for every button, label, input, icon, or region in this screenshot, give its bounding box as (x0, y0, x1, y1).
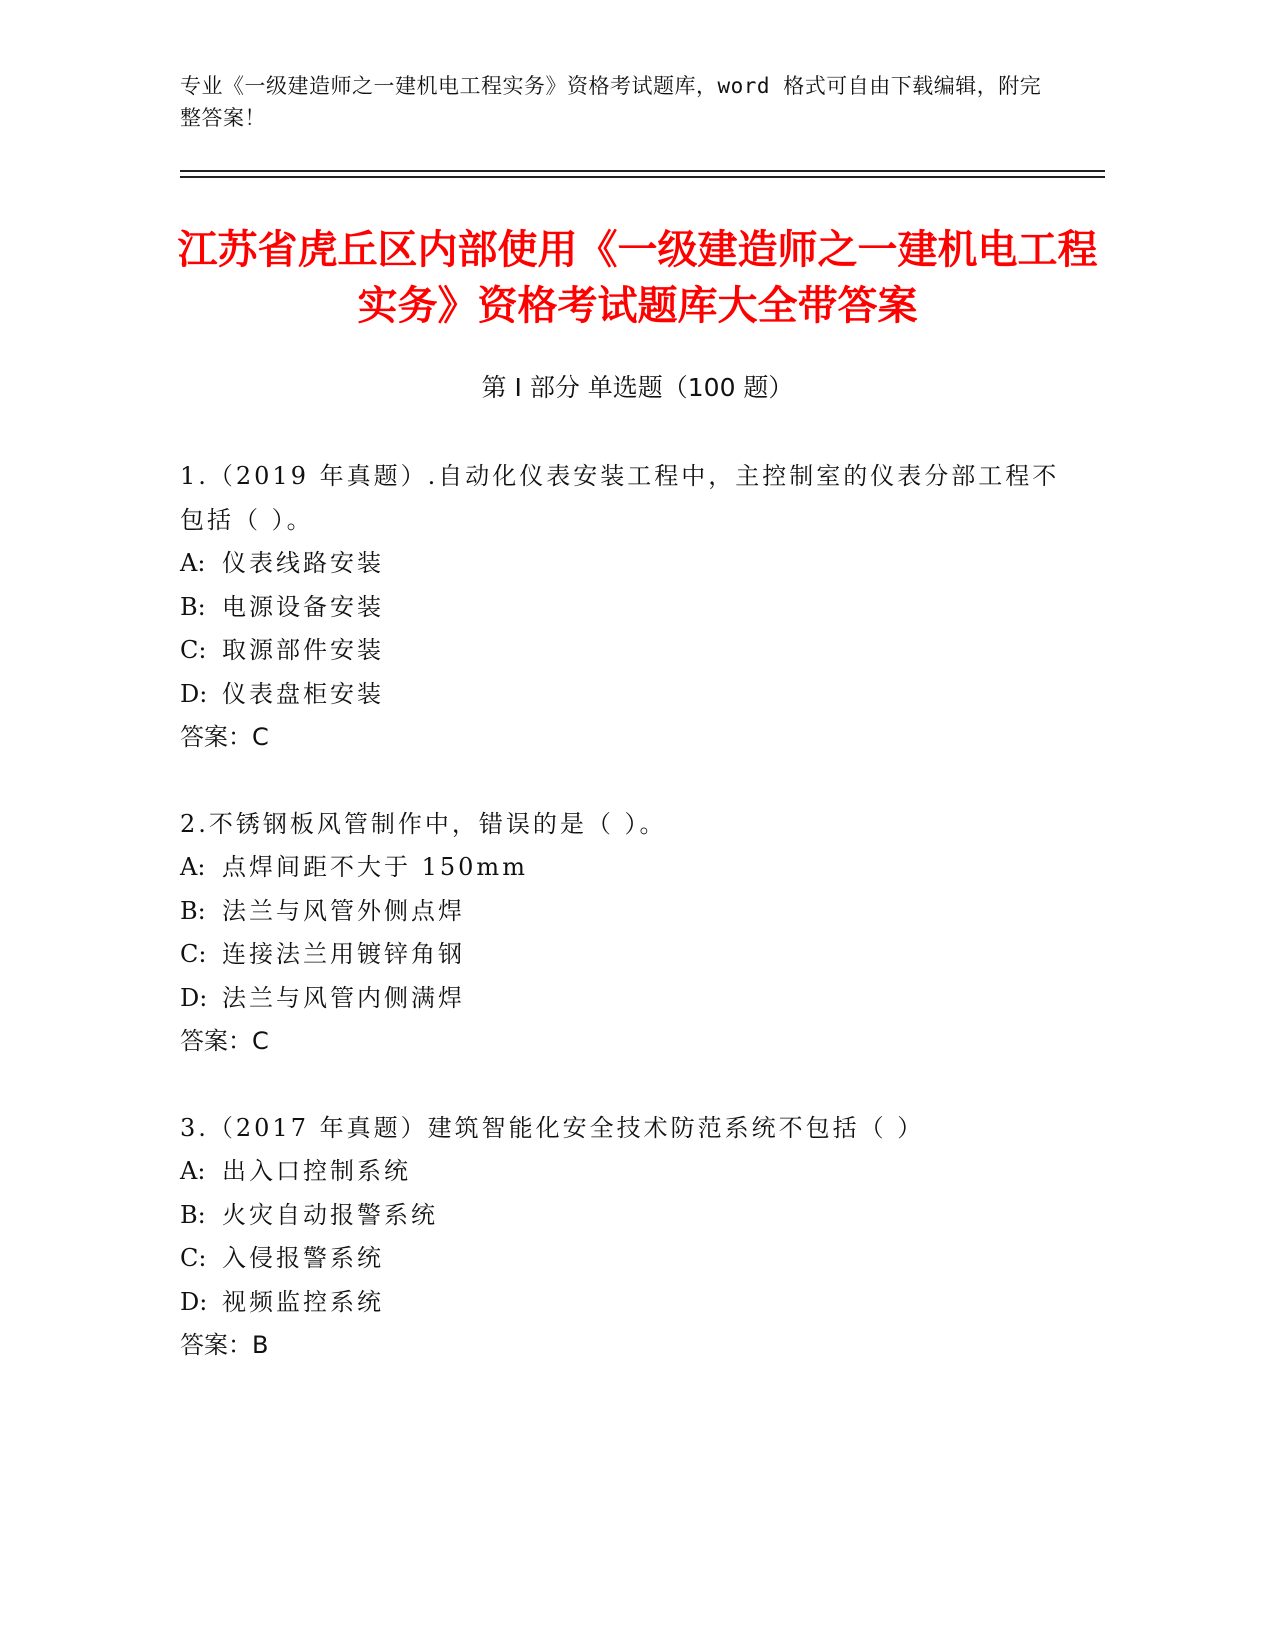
option-key: C: (180, 636, 207, 664)
header-divider-top (180, 170, 1105, 172)
option-a (180, 846, 1080, 890)
option-text: 仪表盘柜安装 (222, 679, 384, 708)
document-title: 江苏省虎丘区内部使用《一级建造师之一建机电工程实务》资格考试题库大全带答案 (177, 227, 1098, 329)
option-c (180, 1237, 1080, 1281)
option-b (180, 586, 1080, 630)
option-key: B: (180, 592, 206, 621)
option-text: 连接法兰用镀锌角钢 (222, 940, 465, 968)
option-text: 入侵报警系统 (222, 1244, 384, 1272)
option-text: 取源部件安装 (222, 636, 384, 664)
question-list (180, 455, 1080, 1411)
option-key: C: (180, 940, 207, 968)
answer-line: 答案：B (180, 1331, 269, 1359)
header-divider-bottom (180, 176, 1105, 178)
option-key: D: (180, 983, 208, 1012)
option-text: 出入口控制系统 (222, 1157, 411, 1185)
question-stem: 3.（2017 年真题）建筑智能化安全技术防范系统不包括（ ） (180, 1113, 925, 1142)
answer-line: 答案：C (180, 723, 269, 751)
option-d (180, 977, 1080, 1021)
answer-line: 答案：C (180, 1027, 269, 1055)
option-text: 视频监控系统 (222, 1287, 384, 1316)
option-b (180, 1194, 1080, 1238)
option-c (180, 933, 1080, 977)
question-2 (180, 803, 1080, 1064)
option-text: 火灾自动报警系统 (222, 1200, 438, 1229)
option-text: 法兰与风管外侧点焊 (222, 896, 465, 925)
option-key: B: (180, 1200, 206, 1229)
option-text: 电源设备安装 (222, 592, 384, 621)
option-key: B: (180, 896, 206, 925)
option-key: D: (180, 1287, 208, 1316)
option-d (180, 1281, 1080, 1325)
question-1 (180, 455, 1080, 760)
option-text: 点焊间距不大于 150mm (222, 853, 528, 881)
option-key: A: (180, 1157, 206, 1185)
option-c (180, 629, 1080, 673)
option-key: D: (180, 679, 208, 708)
option-key: A: (180, 853, 206, 881)
section-heading: 第 I 部分 单选题（100 题） (481, 373, 794, 402)
option-a (180, 542, 1080, 586)
option-text: 法兰与风管内侧满焊 (222, 983, 465, 1012)
question-stem: 1.（2019 年真题）.自动化仪表安装工程中，主控制室的仪表分部工程不包括（ ）。 (180, 462, 1060, 534)
option-text: 仪表线路安装 (222, 549, 384, 577)
option-d (180, 673, 1080, 717)
option-a (180, 1150, 1080, 1194)
question-stem: 2.不锈钢板风管制作中，错误的是（ ）。 (180, 809, 667, 838)
option-key: A: (180, 549, 206, 577)
header-note: 专业《一级建造师之一建机电工程实务》资格考试题库，word 格式可自由下载编辑，附完整答案！ (180, 74, 1042, 130)
option-key: C: (180, 1244, 207, 1272)
question-3 (180, 1107, 1080, 1368)
option-b (180, 890, 1080, 934)
